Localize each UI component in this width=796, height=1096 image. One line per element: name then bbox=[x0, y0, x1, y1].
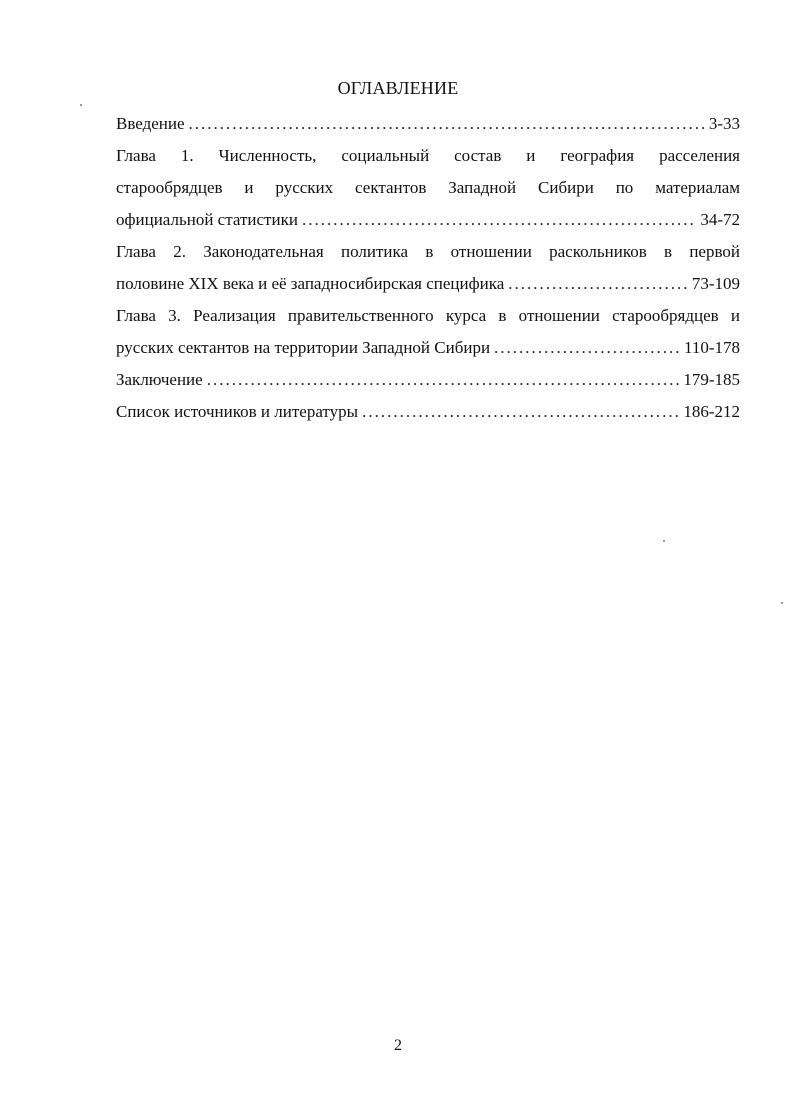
toc-entry-conclusion bbox=[116, 364, 740, 396]
dot-leader bbox=[508, 268, 688, 300]
toc-ch1-last-row bbox=[116, 204, 740, 236]
dot-leader bbox=[189, 108, 705, 140]
toc-pages-ch2: 73-109 bbox=[691, 274, 740, 293]
toc-pages-sources: 186-212 bbox=[683, 402, 740, 421]
toc-ch1-line-1: Глава 1. Численность, социальный состав и география расселения bbox=[116, 146, 740, 165]
toc-label-sources: Список источников и литературы bbox=[116, 402, 359, 421]
toc-pages-ch3: 110-178 bbox=[683, 338, 740, 357]
toc-entry-sources bbox=[116, 396, 740, 428]
dot-leader bbox=[494, 332, 680, 364]
toc-ch2-line-1: Глава 2. Законодательная политика в отношении раскольников в первой bbox=[116, 242, 740, 261]
toc-ch3-last-row bbox=[116, 332, 740, 364]
toc-ch3-last-text: русских сектантов на территории Западной Сибири bbox=[116, 338, 491, 357]
toc-label-intro: Введение bbox=[116, 114, 185, 133]
toc-entry-chapter-1 bbox=[116, 140, 740, 236]
toc-entry-chapter-2 bbox=[116, 236, 740, 300]
page-number: 2 bbox=[394, 1037, 402, 1054]
toc-entry-chapter-3 bbox=[116, 300, 740, 364]
table-of-contents bbox=[116, 108, 740, 428]
dot-leader bbox=[207, 364, 680, 396]
toc-pages-conclusion: 179-185 bbox=[683, 370, 740, 389]
scan-speck bbox=[80, 104, 82, 106]
toc-pages-intro: 3-33 bbox=[708, 114, 740, 133]
toc-ch3-line-1: Глава 3. Реализация правительственного курса в отношении старообрядцев и bbox=[116, 306, 740, 325]
scan-speck bbox=[781, 602, 783, 604]
toc-ch2-last-row bbox=[116, 268, 740, 300]
toc-ch1-line-2: старообрядцев и русских сектантов Западной Сибири по материалам bbox=[116, 178, 740, 197]
toc-label-conclusion: Заключение bbox=[116, 370, 203, 389]
scan-speck bbox=[663, 540, 665, 542]
toc-ch1-last-text: официальной статистики bbox=[116, 210, 298, 229]
toc-entry-intro bbox=[116, 108, 740, 140]
dot-leader bbox=[362, 396, 679, 428]
toc-pages-ch1: 34-72 bbox=[700, 210, 740, 229]
toc-ch2-last-text: половине XIX века и её западносибирская специфика bbox=[116, 274, 505, 293]
dot-leader bbox=[302, 204, 696, 236]
page-title: ОГЛАВЛЕНИЕ bbox=[337, 78, 459, 98]
